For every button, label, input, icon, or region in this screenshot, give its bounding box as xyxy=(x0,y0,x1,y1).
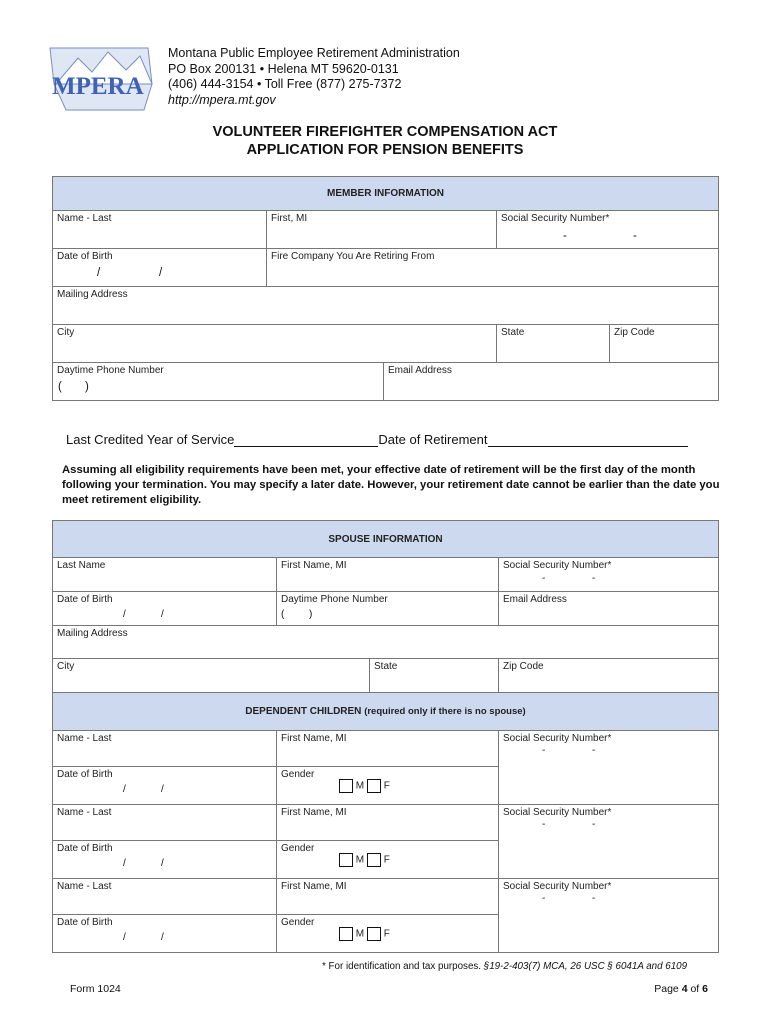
mpera-logo xyxy=(48,44,160,112)
form-title-line2: APPLICATION FOR PENSION BENEFITS xyxy=(246,142,524,158)
children-section-heading: DEPENDENT CHILDREN (required only if there is no spouse) xyxy=(53,693,719,731)
child-3-ssn-field[interactable]: Social Security Number* - - xyxy=(499,879,719,953)
child-2-last-name-field[interactable]: Name - Last xyxy=(53,805,277,841)
child-1-female-checkbox[interactable] xyxy=(367,779,381,793)
last-credited-year-label: Last Credited Year of Service xyxy=(66,432,235,447)
agency-address: PO Box 200131 • Helena MT 59620-0131 xyxy=(168,61,399,76)
form-number: Form 1024 xyxy=(70,983,121,995)
agency-name: Montana Public Employee Retirement Administration xyxy=(168,46,460,60)
child-3-dob-field[interactable]: Date of Birth / / xyxy=(53,915,277,953)
member-email-field[interactable]: Email Address xyxy=(384,363,719,401)
page-number: Page 4 of 6 xyxy=(654,983,708,995)
child-1-ssn-field[interactable]: Social Security Number* - - xyxy=(499,731,719,805)
child-2-dob-field[interactable]: Date of Birth / / xyxy=(53,841,277,879)
eligibility-notice: Assuming all eligibility requirements have been met, your effective date of retirement will be the first day of the month following your termination. You may specify a later date. However, your retirement date cannot be earlier than the date you meet retirement eligibility. xyxy=(62,464,720,506)
spouse-children-table xyxy=(52,520,719,953)
child-3-last-name-field[interactable]: Name - Last xyxy=(53,879,277,915)
spouse-mailing-address-field[interactable]: Mailing Address xyxy=(53,626,719,659)
member-information-table xyxy=(52,176,719,401)
child-1-gender-field: Gender M F xyxy=(277,767,499,805)
agency-phone: (406) 444-3154 • Toll Free (877) 275-7372 xyxy=(168,77,402,91)
spouse-dob-field[interactable]: Date of Birth / / xyxy=(53,592,277,626)
spouse-first-mi-field[interactable]: First Name, MI xyxy=(277,558,499,592)
member-section-heading: MEMBER INFORMATION xyxy=(53,177,719,211)
member-first-mi-field[interactable]: First, MI xyxy=(267,211,497,249)
date-of-retirement-label: Date of Retirement xyxy=(378,432,488,447)
child-2-gender-field: Gender M F xyxy=(277,841,499,879)
spouse-zip-field[interactable]: Zip Code xyxy=(499,659,719,693)
child-1-first-mi-field[interactable]: First Name, MI xyxy=(277,731,499,767)
child-1-male-checkbox[interactable] xyxy=(339,779,353,793)
member-ssn-field[interactable]: Social Security Number* - - xyxy=(497,211,719,249)
date-of-retirement-input[interactable] xyxy=(488,433,688,447)
child-2-female-checkbox[interactable] xyxy=(367,853,381,867)
tax-footnote: * For identification and tax purposes. §19-2-403(7) MCA, 26 USC § 6041A and 6109 xyxy=(322,961,688,972)
service-dates-row xyxy=(66,432,688,447)
member-zip-field[interactable]: Zip Code xyxy=(610,325,719,363)
spouse-last-name-field[interactable]: Last Name xyxy=(53,558,277,592)
member-phone-field[interactable]: Daytime Phone Number ( ) xyxy=(53,363,384,401)
child-3-first-mi-field[interactable]: First Name, MI xyxy=(277,879,499,915)
spouse-section-heading: SPOUSE INFORMATION xyxy=(53,521,719,558)
child-3-female-checkbox[interactable] xyxy=(367,927,381,941)
child-2-ssn-field[interactable]: Social Security Number* - - xyxy=(499,805,719,879)
last-credited-year-input[interactable] xyxy=(234,433,378,447)
spouse-state-field[interactable]: State xyxy=(370,659,499,693)
member-last-name-field[interactable]: Name - Last xyxy=(53,211,267,249)
member-state-field[interactable]: State xyxy=(497,325,610,363)
children-section-note: (required only if there is no spouse) xyxy=(364,706,526,717)
member-city-field[interactable]: City xyxy=(53,325,497,363)
spouse-ssn-field[interactable]: Social Security Number* - - xyxy=(499,558,719,592)
fire-company-field[interactable]: Fire Company You Are Retiring From xyxy=(267,249,719,287)
form-title-line1: VOLUNTEER FIREFIGHTER COMPENSATION ACT xyxy=(212,124,558,140)
spouse-phone-field[interactable]: Daytime Phone Number ( ) xyxy=(277,592,499,626)
child-3-gender-field: Gender M F xyxy=(277,915,499,953)
spouse-email-field[interactable]: Email Address xyxy=(499,592,719,626)
child-1-last-name-field[interactable]: Name - Last xyxy=(53,731,277,767)
agency-url[interactable]: http://mpera.mt.gov xyxy=(168,92,276,107)
child-1-dob-field[interactable]: Date of Birth / / xyxy=(53,767,277,805)
child-2-male-checkbox[interactable] xyxy=(339,853,353,867)
member-mailing-address-field[interactable]: Mailing Address xyxy=(53,287,719,325)
child-2-first-mi-field[interactable]: First Name, MI xyxy=(277,805,499,841)
agency-header xyxy=(168,46,460,108)
spouse-city-field[interactable]: City xyxy=(53,659,370,693)
member-dob-field[interactable]: Date of Birth / / xyxy=(53,249,267,287)
logo-text: MPERA xyxy=(52,73,144,100)
child-3-male-checkbox[interactable] xyxy=(339,927,353,941)
